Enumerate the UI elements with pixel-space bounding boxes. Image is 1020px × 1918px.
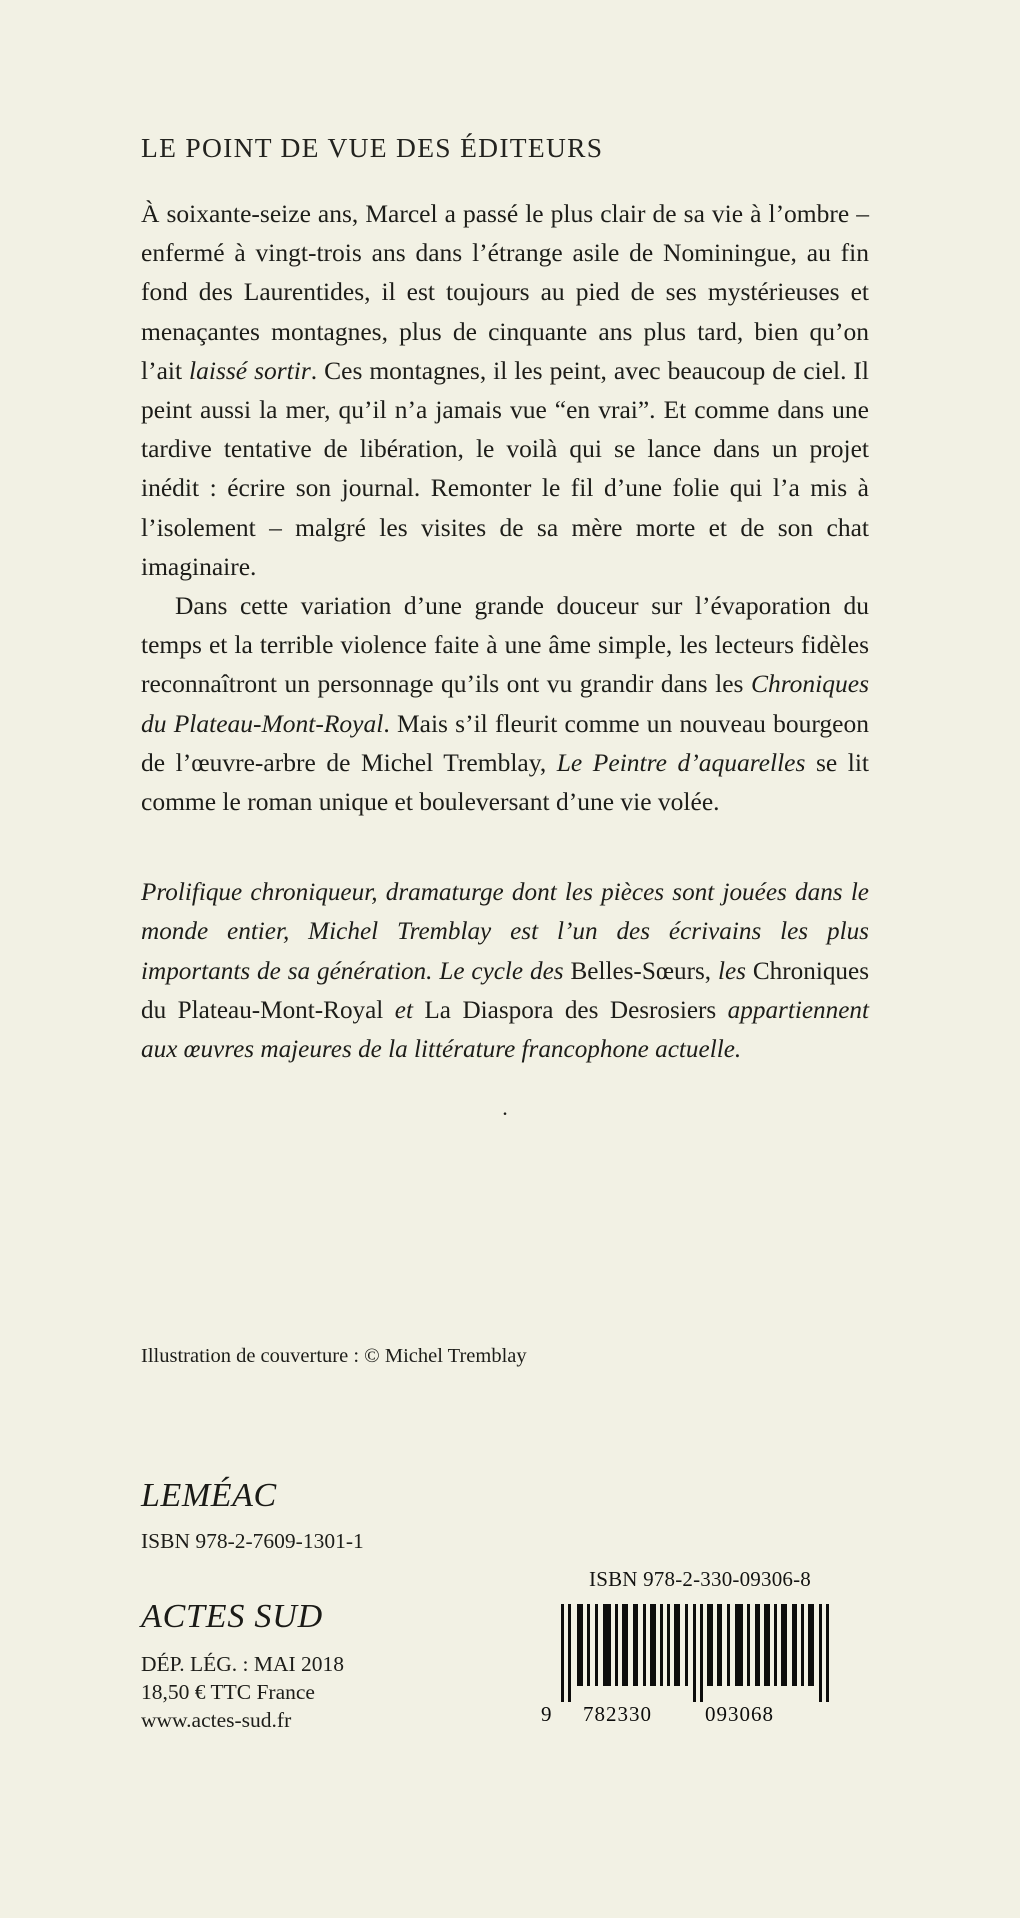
blurb-p2-italic-title: Le Peintre d’aquarelles: [556, 747, 806, 777]
blurb-paragraph-1: [141, 194, 869, 586]
barcode-bars: [555, 1604, 839, 1702]
decorative-separator-dot: .: [502, 1095, 508, 1121]
barcode-area: [541, 1567, 845, 1726]
blurb-p2-italic-chroniques: Chroniques du Plateau-Mont-Royal: [141, 669, 869, 738]
blurb-paragraph-2: [141, 586, 869, 821]
isbn-lemeac: ISBN 978-2-7609-1301-1: [141, 1529, 364, 1553]
imprint-block: [141, 1477, 601, 1734]
website-line: www.actes-sud.fr: [141, 1708, 292, 1732]
cover-illustration-credit: Illustration de couverture : © Michel Tremblay: [141, 1345, 527, 1367]
bio-roman-belles-soeurs: Belles-Sœurs,: [570, 957, 712, 985]
bio-part1: Prolifique chroniqueur, dramaturge dont les pièces sont jouées dans le monde entier, Michel Tremblay est l’un des écrivains les plus importants de sa génération. Le cycle des: [141, 879, 869, 985]
blurb-p2-part2: . Mais s’il fleurit comme un nouveau bourgeon de l’œuvre-arbre de Michel Tremblay,: [141, 708, 869, 777]
barcode-left-group: 782330: [583, 1702, 652, 1726]
bio-roman-chroniques: Chroniques du Plateau-Mont-Royal: [141, 957, 869, 1024]
barcode-isbn-label: ISBN 978-2-330-09306-8: [589, 1567, 811, 1591]
bio-part3: et: [383, 996, 425, 1024]
barcode-lead-digit: 9: [541, 1702, 553, 1726]
legal-info-block: [141, 1650, 601, 1734]
publisher-name-lemeac: LEMÉAC: [141, 1477, 277, 1514]
bio-part4: appartiennent aux œuvres majeures de la littérature francophone actuelle.: [141, 996, 869, 1064]
blurb-p1-part1: À soixante-seize ans, Marcel a passé le plus clair de sa vie à l’ombre – enfermé à vingt-trois ans dans l’étrange asile de Nominingue, au fin fond des Laurentides, il est toujours au pied de ses mystérieuses et menaçantes montagnes, plus de cinquante ans plus tard, bien qu’on l’ait: [141, 199, 869, 385]
back-cover-text-block: [141, 132, 869, 1121]
blurb-p2-part1: Dans cette variation d’une grande douceur sur l’évaporation du temps et la terrible violence faite à une âme simple, les lecteurs fidèles reconnaîtront un personnage qu’ils ont vu grandir dans les: [141, 591, 869, 699]
blurb-p1-part2: . Ces montagnes, il les peint, avec beaucoup de ciel. Il peint aussi la mer, qu’il n’a jamais vue “en vrai”. Et comme dans une tardive tentative de libération, le voilà qui se lance dans un projet inédit : écrire son journal. Remonter le fil d’une folie qui l’a mis à l’isolement – malgré les visites de sa mère morte et de son chat imaginaire.: [141, 355, 869, 581]
bio-part2: les: [711, 957, 753, 985]
barcode-right-group: 093068: [705, 1702, 774, 1726]
ean13-barcode: [541, 1604, 839, 1726]
author-bio-paragraph: [141, 873, 869, 1069]
barcode-digits: [541, 1702, 839, 1726]
bio-roman-diaspora: La Diaspora des Desrosiers: [424, 996, 717, 1024]
publisher-name-actes-sud: ACTES SUD: [141, 1598, 323, 1635]
legal-deposit-line: DÉP. LÉG. : MAI 2018: [141, 1652, 345, 1676]
blurb-p2-part3: se lit comme le roman unique et bouleversant d’une vie volée.: [141, 747, 869, 817]
price-line: 18,50 € TTC France: [141, 1680, 315, 1704]
blurb-p1-italic: laissé sortir: [189, 355, 311, 385]
editors-viewpoint-heading: LE POINT DE VUE DES ÉDITEURS: [141, 132, 604, 163]
